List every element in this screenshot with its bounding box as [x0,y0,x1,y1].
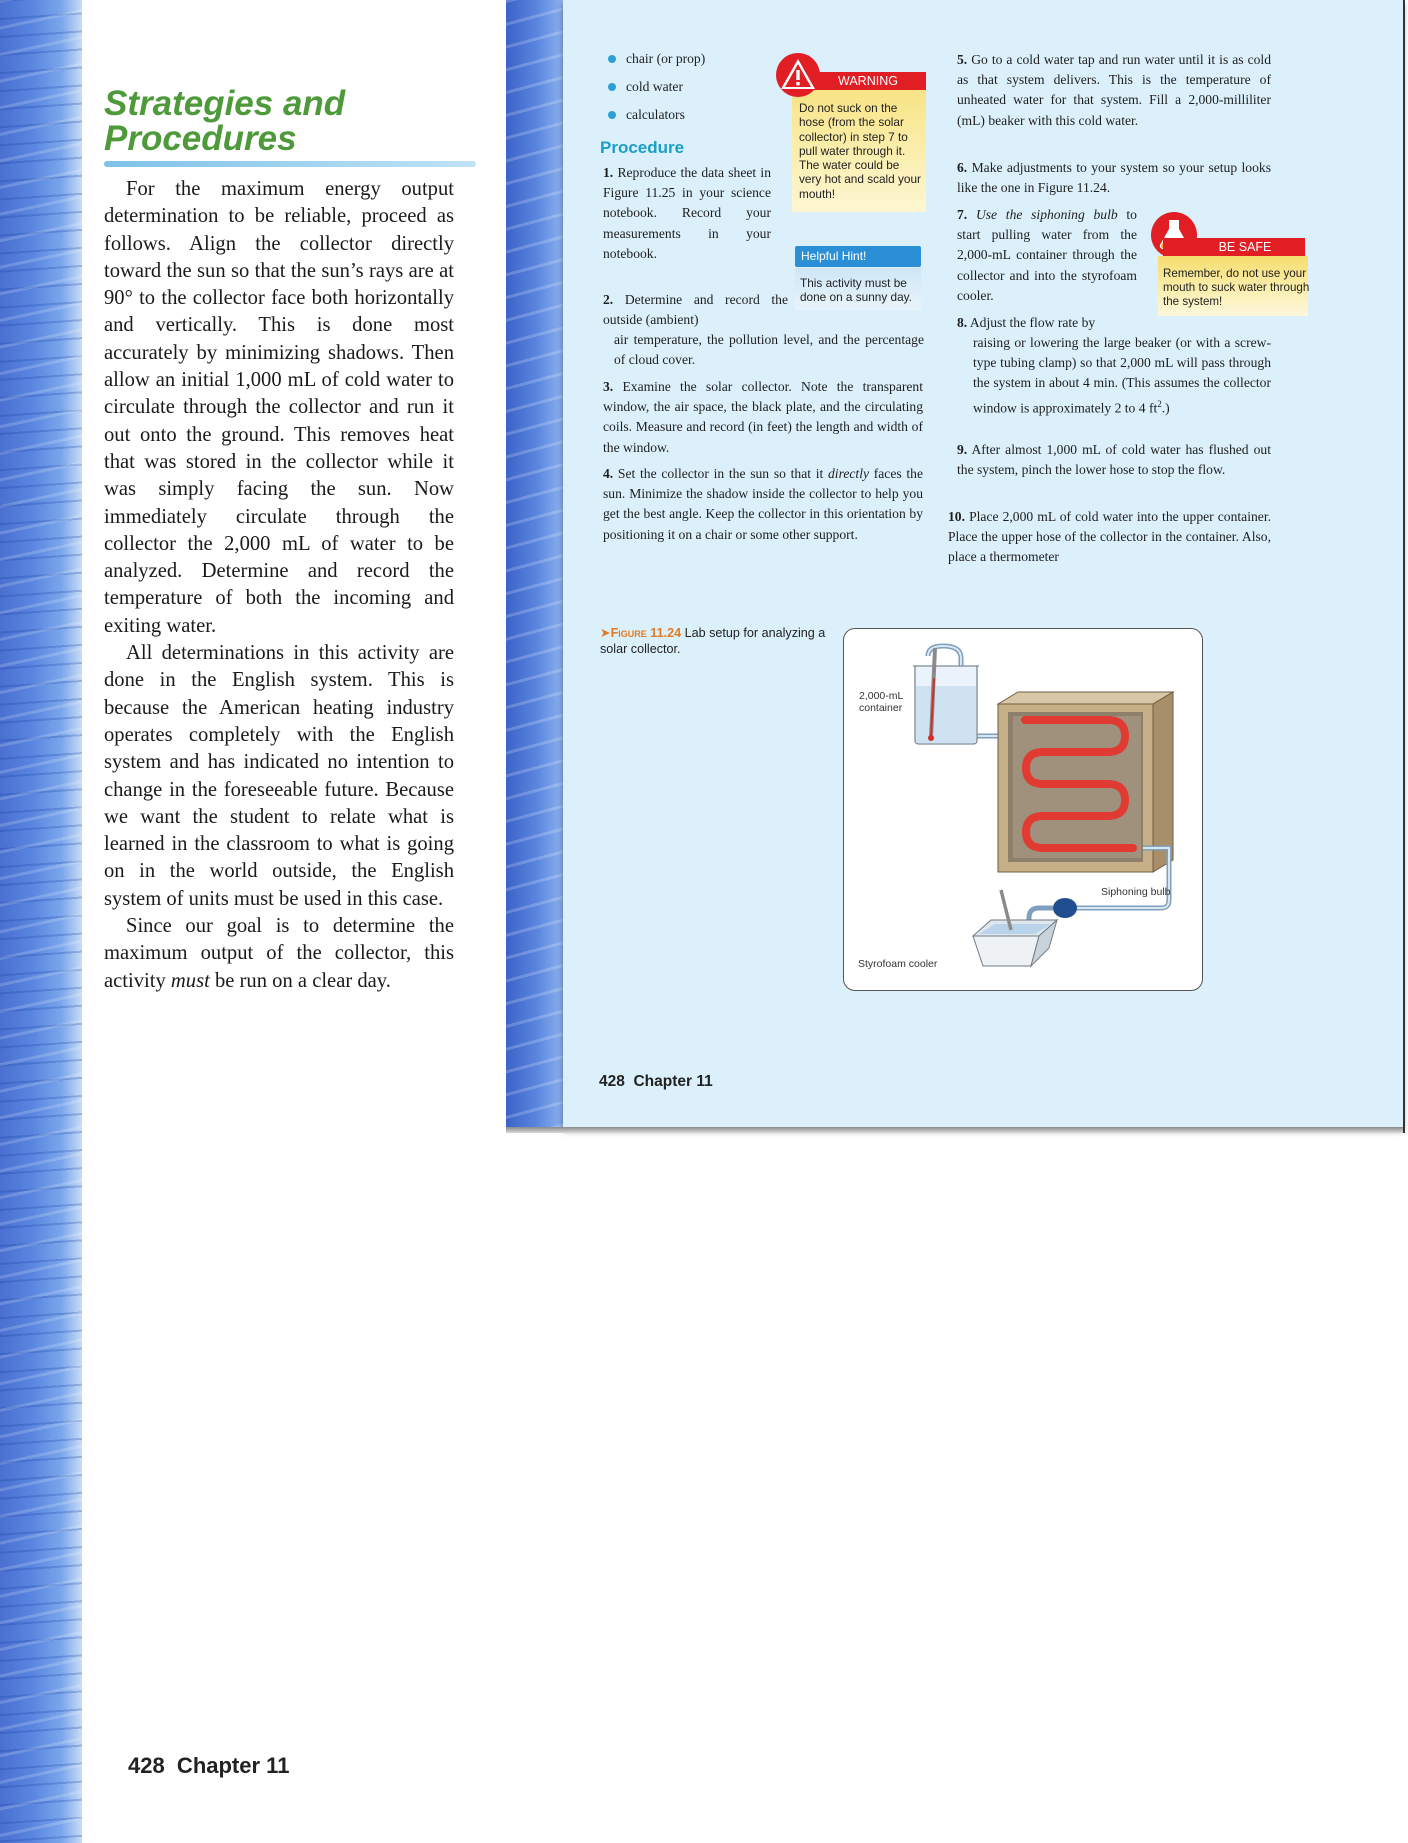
styrofoam-cooler [973,920,1057,966]
step-6: 6. Make adjustments to your system so your setup looks like the one in Figure 11.24. [957,160,1271,196]
hint-text: This activity must be done on a sunny day. [800,276,912,305]
paragraph-3-emphasis: must [170,969,210,992]
list-item: calculators [606,105,756,133]
step-3: 3. Examine the solar collector. Note the transparent window, the air space, the black plate, and the circulating coils. Measure and record (in feet) the length and width of the window. [603,379,923,455]
hint-label: Helpful Hint! [795,246,921,267]
bullet-icon [608,55,616,63]
step-5: 5. Go to a cold water tap and run water until it is as cold as that system delivers. This is the temperature of unheated water for that system. Fill a 2,000-milliliter (mL) beaker with this cold water. [957,52,1271,128]
bulb-label: Siphoning bulb [1101,886,1171,898]
page-footer: 428 Chapter 11 [128,1753,290,1778]
step-9: 9. After almost 1,000 mL of cold water has flushed out the system, pinch the lower hose to stop the flow. [957,442,1271,478]
step-2: 2. Determine and record the outside (ambient) [603,292,788,328]
step-10: 10. Place 2,000 mL of cold water into the upper container. Place the upper hose of the collector in the container. Also, place a thermometer [948,509,1271,565]
inset-decorative-strip [506,0,563,1127]
step-4: 4. Set the collector in the sun so that it directly faces the sun. Minimize the shadow inside the collector to help you get the best angle. Keep the collector in this orientation by positioning it on a chair or some other support. [603,466,923,542]
paragraph-3-text: Since our goal is to determine the maximum output of the collector, this activity [104,915,454,992]
section-title [104,86,484,156]
paragraph-2: All determinations in this activity are done in the English system. This is because the American heating industry operates completely with the English system and has indicated no intention to change in the foreseeable future. Because we want the student to relate what is learned in the classroom to what is going on in the world outside, the English system of units must be used in this case. [104,642,454,910]
title-underline [104,161,476,167]
inset-page-edge [1403,0,1405,1133]
figure-caption: ➤Figure 11.24 Lab setup for analyzing a solar collector. [600,626,826,656]
warning-text: Do not suck on the hose (from the solar collector) in step 7 to pull water through it. The water could be very hot and scald your mouth! [799,101,921,201]
beaker-container [913,666,979,744]
solar-collector-diagram [843,628,1203,991]
bullet-icon [608,83,616,91]
inset-footer: 428 Chapter 11 [599,1073,713,1090]
cooler-label: Styrofoam cooler [858,958,938,970]
warning-triangle-icon [772,52,824,98]
be-safe-text: Remember, do not use your mouth to suck water through the system! [1163,267,1310,309]
figure-number: ➤Figure 11.24 [600,626,682,640]
list-item: chair (or prop) [606,49,756,77]
paragraph-3 [104,913,454,995]
siphoning-bulb-icon [1053,898,1077,918]
step-7: 7. Use the siphoning bulb to start pulling water from the 2,000-mL container through the collector and into the styrofoam cooler. [957,207,1137,303]
paragraph-3-tail: be run on a clear day. [209,969,391,992]
section-title-line2: Procedures [104,119,297,158]
section-title-line1: Strategies and [104,84,346,123]
step-1: 1. Reproduce the data sheet in Figure 11.25 in your science notebook. Record your measurements in your notebook. [603,165,771,261]
left-decorative-strip [0,0,82,1843]
bullet-icon [608,111,616,119]
container-label-1: 2,000-mL [859,690,904,702]
container-label-2: container [859,702,903,714]
procedure-heading: Procedure [600,138,685,157]
be-safe-label: BE SAFE [1163,238,1305,256]
warning-label: WARNING [792,72,926,90]
left-body-text [104,176,454,995]
list-item: cold water [606,77,756,105]
paragraph-1: For the maximum energy output determination to be reliable, proceed as follows. Align the collector directly toward the sun so that the sun’s rays are at 90° to the collector face both horizontally and vertically. This is done most accurately by minimizing shadows. Then allow an initial 1,000 mL of cold water to circulate through the collector and run it out onto the ground. This removes heat that was stored in the collector while it was simply facing the sun. Now immediately circulate through the collector the 2,000 mL of water to be analyzed. Determine and record the temperature of both the incoming and exiting water. [104,178,454,637]
step-8: 8. Adjust the flow rate by [957,315,1096,330]
step-2-continued: air temperature, the pollution level, and the percentage of cloud cover. [614,332,924,368]
step-8-continued: raising or lowering the large beaker (or with a screw-type tubing clamp) so that 2,000 mL will pass through the system in about 4 min. (This assumes the collector window is approximately 2 to 4 $ft^2$.) [973,335,1271,416]
inset-shadow [506,1127,1403,1133]
materials-list [606,49,756,133]
